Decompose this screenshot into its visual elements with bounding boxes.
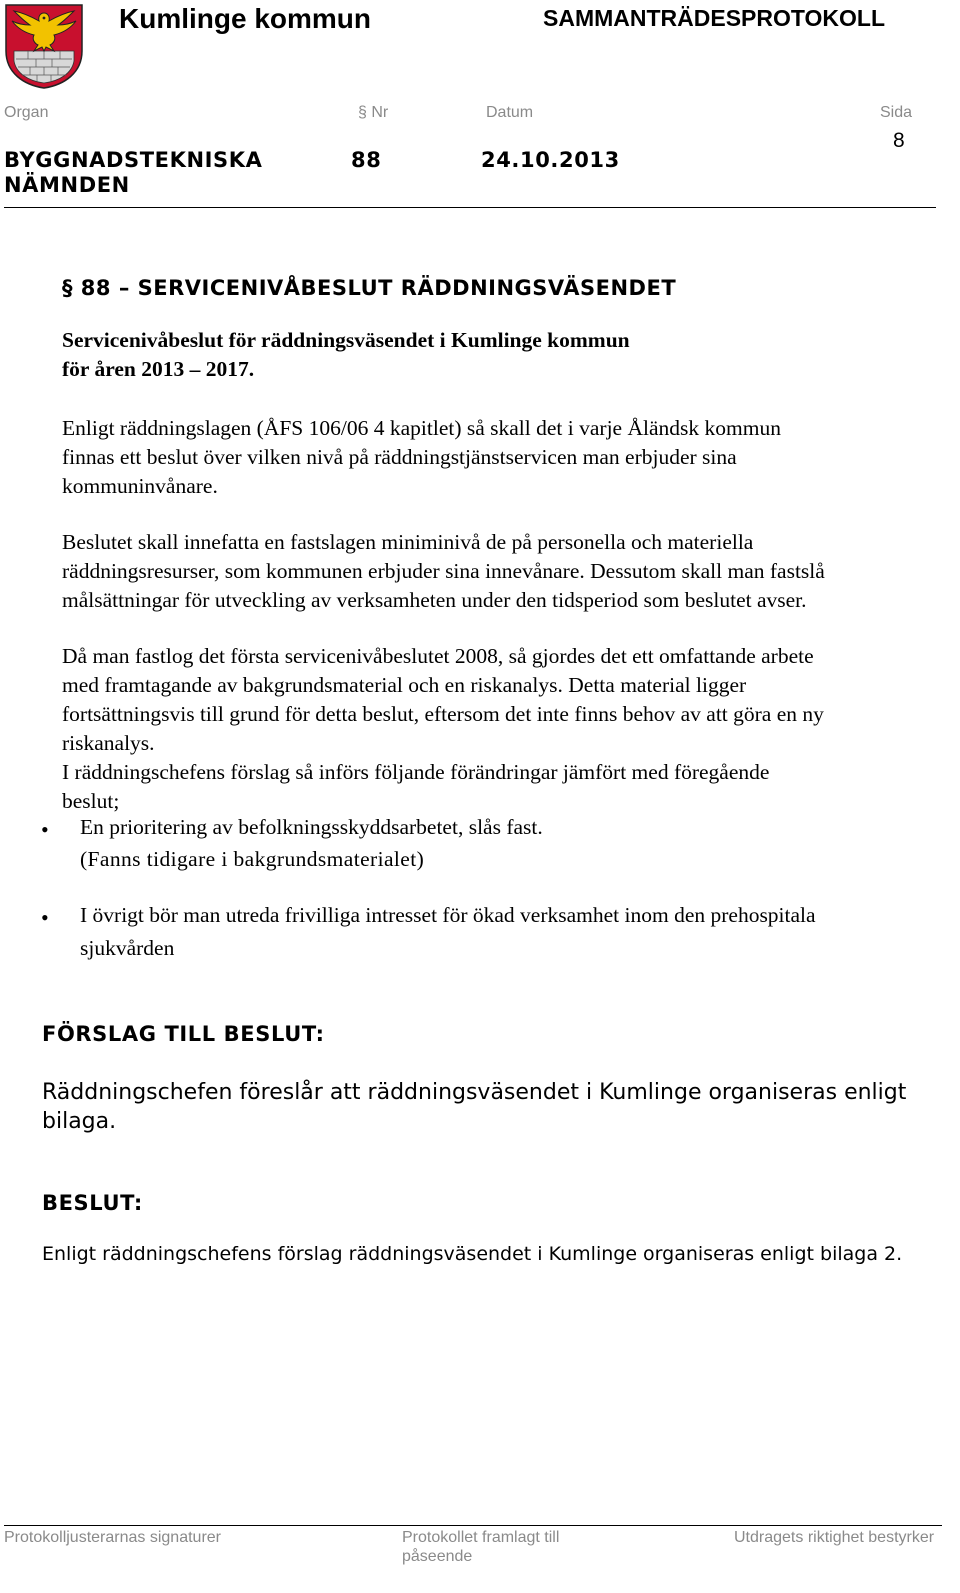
bullet-item-continuation: sjukvården: [80, 936, 175, 960]
subtitle-line: för åren 2013 – 2017.: [62, 356, 255, 381]
text-line: finnas ett beslut över vilken nivå på räddningstjänstservicen man erbjuder sina: [62, 445, 737, 469]
municipality-name: Kumlinge kommun: [119, 3, 372, 34]
section-heading: § 88 – SERVICENIVÅBESLUT RÄDDNINGSVÄSENDET: [62, 276, 677, 300]
paragraph-background: [62, 642, 960, 816]
bullet-marker: •: [41, 905, 49, 930]
text-line: med framtagande av bakgrundsmaterial och en riskanalys. Detta material ligger: [62, 673, 747, 697]
header-divider: [4, 207, 936, 208]
proposal-text: Räddningschefen föreslår att räddningsväsendet i Kumlinge organiseras enligt bilaga.: [42, 1080, 907, 1134]
text-line: fortsättningsvis till grund för detta beslut, eftersom det inte finns behov av att göra en ny: [62, 702, 824, 726]
page-number: 8: [893, 129, 905, 152]
text-line: Då man fastlog det första servicenivåbeslutet 2008, så gjordes det ett omfattande arbete: [62, 644, 814, 668]
decision-heading: BESLUT:: [42, 1191, 143, 1215]
text-line: Beslutet skall innefatta en fastslagen miniminivå de på personella och materiella: [62, 530, 754, 554]
subtitle-line: Servicenivåbeslut för räddningsväsendet i Kumlinge kommun: [62, 328, 630, 352]
footer-certified-label: Utdragets riktighet bestyrker: [734, 1529, 935, 1546]
bullet-item: En prioritering av befolkningsskyddsarbetet, slås fast.: [80, 815, 543, 839]
organ-label: Organ: [4, 104, 49, 121]
date-value: 24.10.2013: [481, 148, 620, 172]
text-line: I räddningschefens förslag så införs följande förändringar jämfört med föregående: [62, 760, 770, 784]
page-label: Sida: [880, 104, 913, 121]
nr-value: 88: [351, 148, 382, 172]
text-line: räddningsresurser, som kommunen erbjuder sina innevånare. Dessutom skall man fastslå: [62, 559, 825, 583]
text-line: Enligt räddningslagen (ÅFS 106/06 4 kapitlet) så skall det i varje Åländsk kommun: [62, 416, 781, 440]
footer-signatures-label: Protokolljusterarnas signaturer: [4, 1529, 221, 1546]
section-subtitle: [62, 326, 762, 383]
paragraph-scope: [62, 528, 960, 615]
nr-label: § Nr: [358, 104, 389, 121]
paragraph-legal-basis: [62, 414, 960, 501]
municipality-coat-of-arms: [4, 3, 84, 89]
document-type: SAMMANTRÄDESPROTOKOLL: [543, 5, 886, 31]
proposal-heading: FÖRSLAG TILL BESLUT:: [42, 1022, 325, 1046]
text-line: kommuninvånare.: [62, 474, 218, 498]
bullet-item: I övrigt bör man utreda frivilliga intresset för ökad verksamhet inom den prehospitala: [80, 903, 816, 927]
text-line: målsättningar för utveckling av verksamheten under den tidsperiod som beslutet avser.: [62, 588, 807, 612]
bullet-item-note: (Fanns tidigare i bakgrundsmaterialet): [80, 847, 425, 871]
decision-text: Enligt räddningschefens förslag räddningsväsendet i Kumlinge organiseras enligt bilaga 2.: [42, 1243, 903, 1265]
bullet-marker: •: [41, 817, 49, 842]
text-line: riskanalys.: [62, 731, 155, 755]
date-label: Datum: [486, 104, 534, 121]
organ-value: BYGGNADSTEKNISKA NÄMNDEN: [4, 148, 263, 197]
footer-divider: [4, 1525, 942, 1526]
text-line: beslut;: [62, 789, 120, 813]
footer-presented-label: Protokollet framlagt till påseende: [402, 1529, 560, 1565]
